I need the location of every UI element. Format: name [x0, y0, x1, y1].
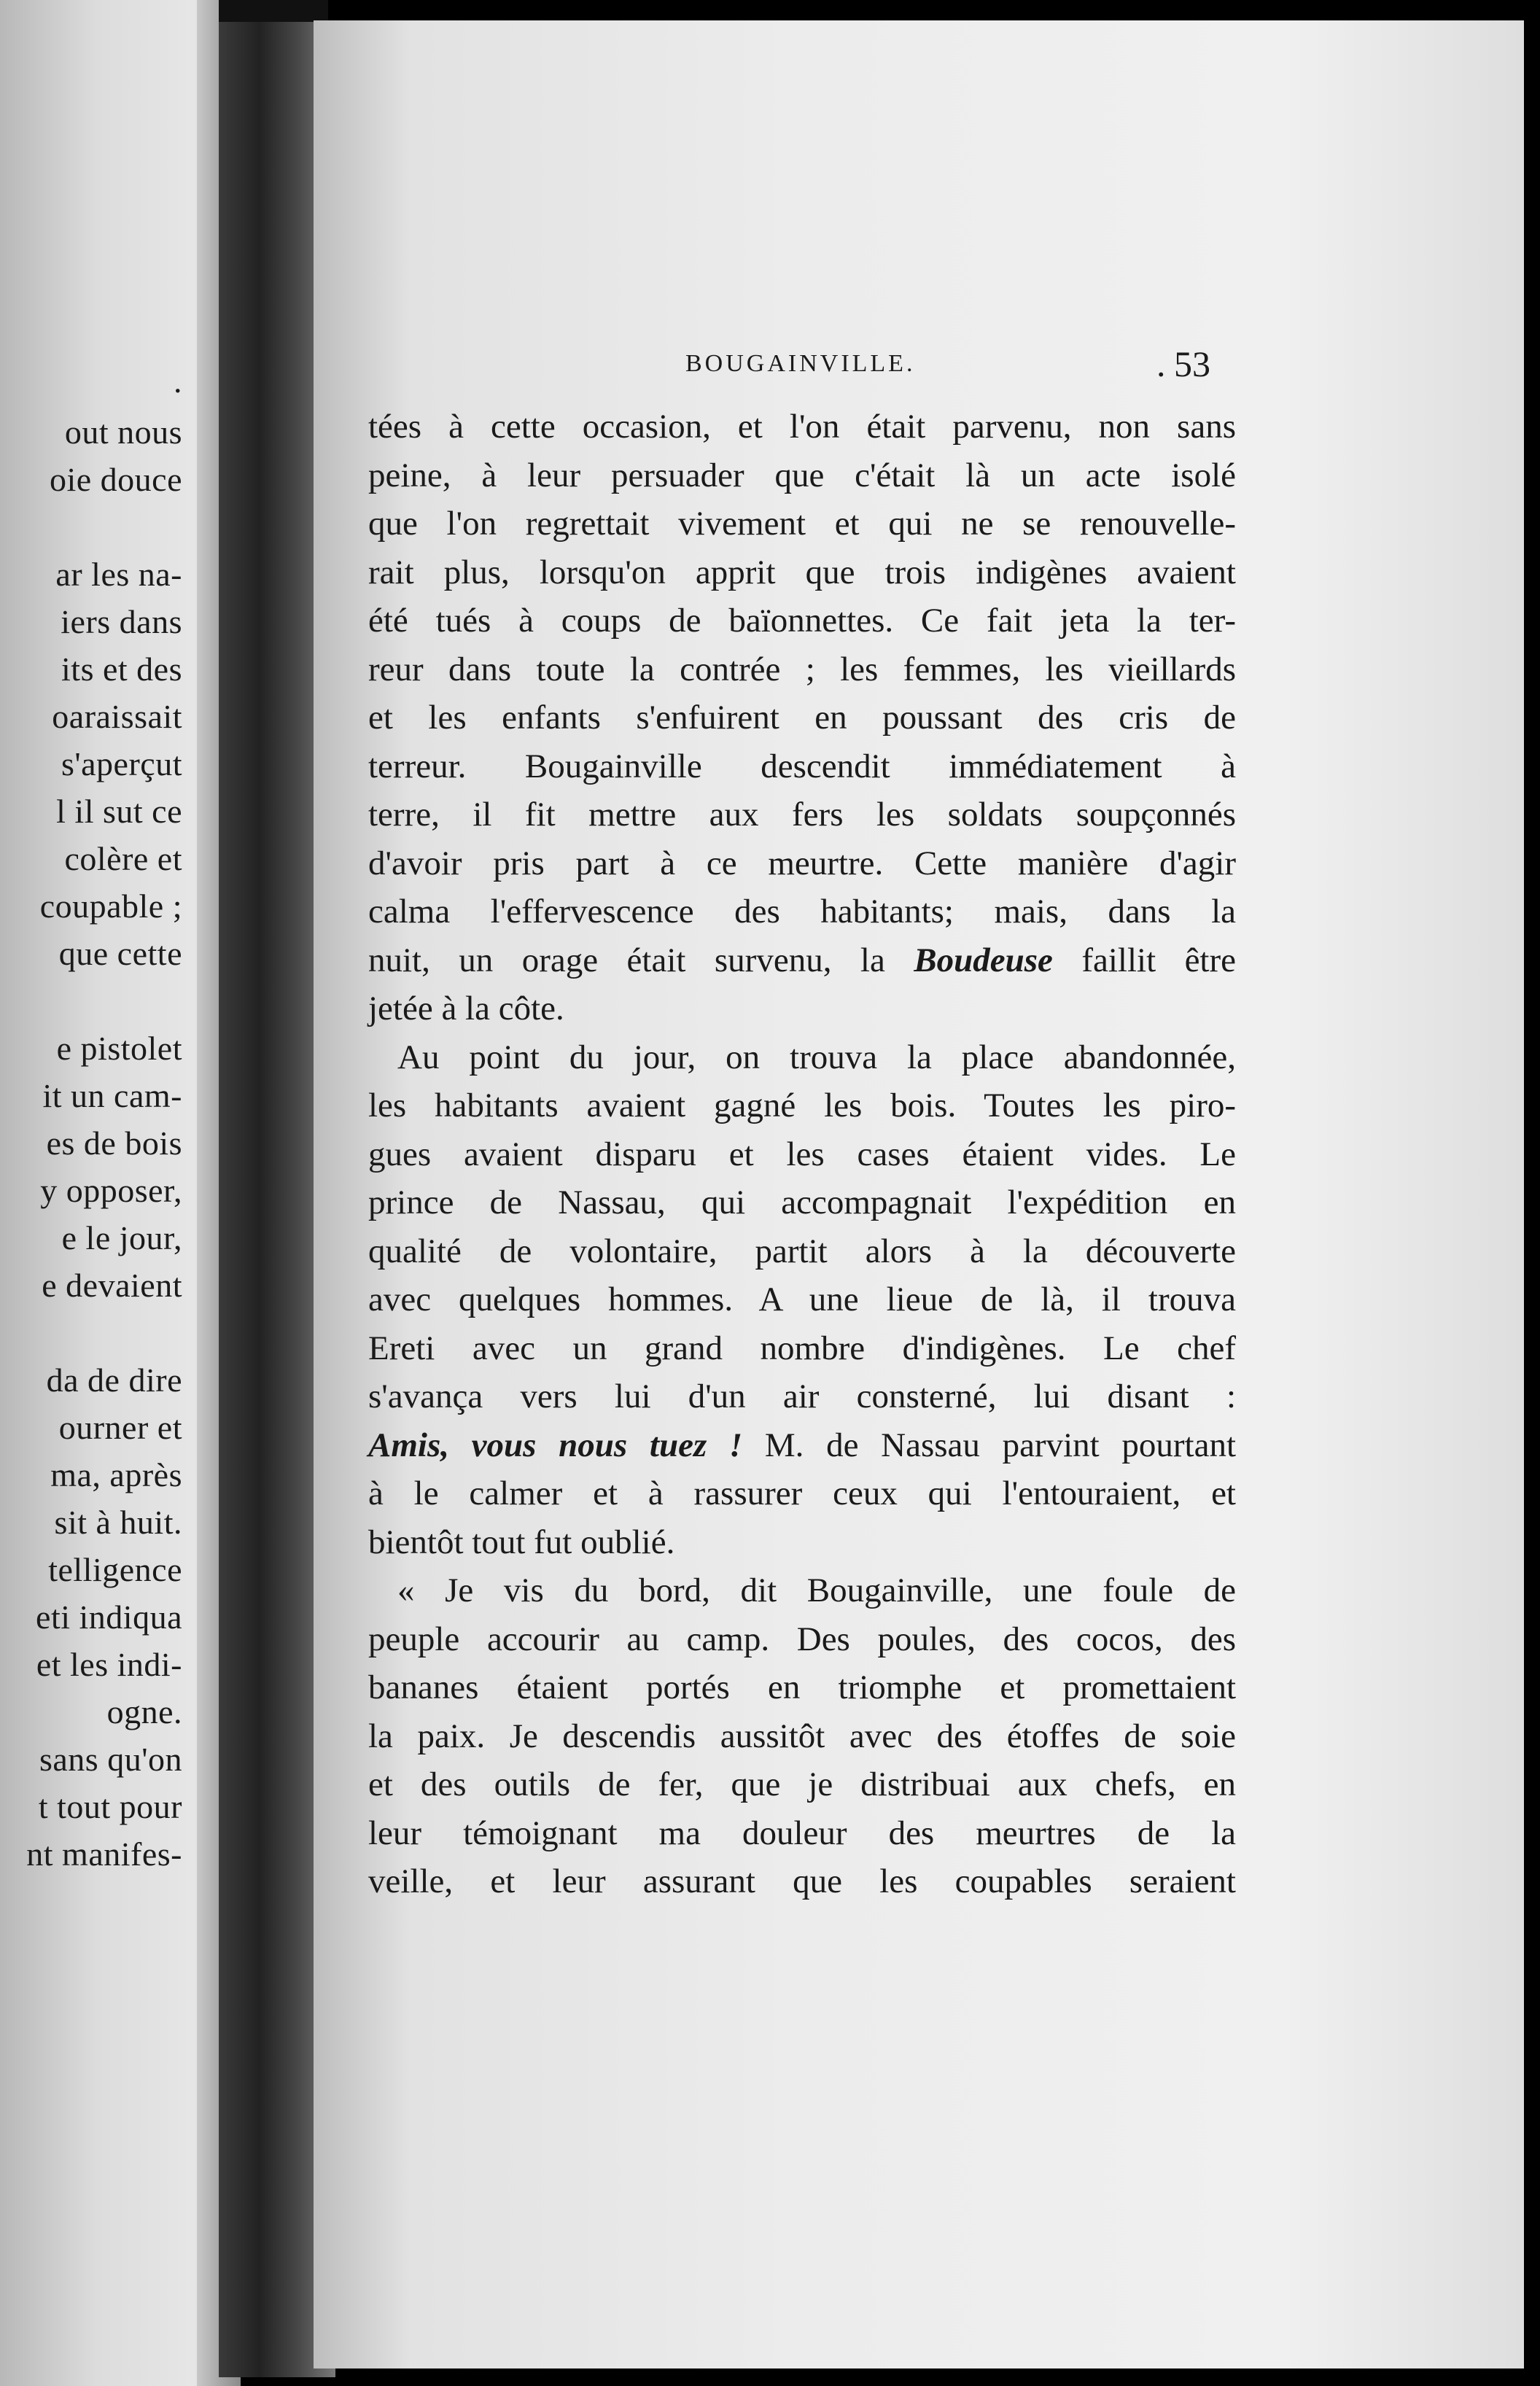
body-text-line [368, 651, 1236, 688]
text-span: Ereti avec un grand nombre d'indigènes. Le chef [368, 1329, 1236, 1367]
left-page-line: e le jour, [61, 1219, 182, 1256]
left-page-line: ar les na- [55, 556, 182, 593]
left-page-line: its et des [61, 650, 182, 688]
left-page-line: ma, après [50, 1456, 182, 1493]
left-page-line: sit à huit. [54, 1504, 182, 1541]
left-page-line: e devaient [42, 1267, 182, 1304]
running-head: BOUGAINVILLE. [685, 350, 916, 377]
body-text-line [368, 554, 1236, 591]
text-span: jetée à la côte. [368, 990, 564, 1027]
body-text-line [368, 1718, 1236, 1754]
body-text-line [368, 1669, 1236, 1706]
left-page-line: ourner et [58, 1409, 182, 1446]
body-text-line [368, 1524, 1236, 1561]
text-span: bananes étaient portés en triomphe et promettaient [368, 1668, 1236, 1706]
left-page-line: it un cam- [42, 1077, 182, 1114]
left-page-line: s'aperçut [61, 745, 182, 782]
text-span: gues avaient disparu et les cases étaient vides. Le [368, 1135, 1236, 1173]
left-page [0, 0, 241, 2386]
text-span: Au point du jour, on trouva la place abandonnée, [397, 1038, 1236, 1076]
text-span: et les enfants s'enfuirent en poussant des cris de [368, 699, 1236, 737]
text-span: et des outils de fer, que je distribuai aux chefs, en [368, 1765, 1236, 1803]
body-text-line [397, 1039, 1236, 1076]
left-page-line: telligence [48, 1551, 182, 1588]
text-span: nuit, un orage était survenu, la [368, 941, 914, 979]
body-text-line [368, 1863, 1236, 1900]
left-page-line: sans qu'on [39, 1741, 182, 1778]
text-span: M. de Nassau parvint pourtant [742, 1426, 1236, 1464]
body-text-line [397, 1572, 1236, 1609]
text-span: avec quelques hommes. A une lieue de là, il trouva [368, 1281, 1236, 1318]
text-span: prince de Nassau, qui accompagnait l'expédition en [368, 1184, 1236, 1221]
text-span: bientôt tout fut oublié. [368, 1523, 675, 1561]
body-text-line [368, 699, 1236, 736]
text-span: leur témoignant ma douleur des meurtres de la [368, 1814, 1236, 1852]
left-page-line: . [174, 362, 182, 400]
text-span: d'avoir pris part à ce meurtre. Cette manière d'agir [368, 844, 1236, 882]
text-span: à le calmer et à rassurer ceux qui l'entouraient, et [368, 1474, 1236, 1512]
text-span: les habitants avaient gagné les bois. Toutes les piro- [368, 1087, 1236, 1124]
text-span: reur dans toute la contrée ; les femmes, les vieillards [368, 650, 1236, 688]
left-page-line: y opposer, [40, 1172, 182, 1209]
body-text-line [368, 1378, 1236, 1415]
text-span: rait plus, lorsqu'on apprit que trois indigènes avaient [368, 553, 1236, 591]
left-page-line: t tout pour [38, 1788, 182, 1825]
body-text-line [368, 1427, 1236, 1464]
body-text-line [368, 1766, 1236, 1803]
text-span: que l'on regrettait vivement et qui ne se renouvelle- [368, 505, 1236, 543]
text-span: qualité de volontaire, partit alors à la découverte [368, 1232, 1236, 1270]
text-span: terreur. Bougainville descendit immédiatement à [368, 747, 1236, 785]
body-text-line [368, 1621, 1236, 1658]
text-span: peuple accourir au camp. Des poules, des cocos, des [368, 1620, 1236, 1658]
body-text-line [368, 457, 1236, 494]
body-text-line [368, 796, 1236, 833]
body-text-line [368, 748, 1236, 785]
body-text-line [368, 990, 1236, 1027]
text-span: s'avança vers lui d'un air consterné, lui disant : [368, 1377, 1236, 1415]
body-text-line [368, 1281, 1236, 1318]
text-span: faillit être [1052, 941, 1237, 979]
body-text-line [368, 505, 1236, 542]
body-text-line [368, 1136, 1236, 1173]
text-span: terre, il fit mettre aux fers les soldats soupçonnés [368, 796, 1236, 833]
body-text-line [368, 1087, 1236, 1124]
body-text-line [368, 1815, 1236, 1851]
left-page-line: oie douce [49, 461, 182, 498]
text-span: « Je vis du bord, dit Bougainville, une foule de [397, 1571, 1236, 1609]
left-page-line: eti indiqua [36, 1598, 182, 1636]
left-page-line: iers dans [61, 603, 182, 640]
text-span: veille, et leur assurant que les coupables seraient [368, 1862, 1236, 1900]
text-span: calma l'effervescence des habitants; mais, dans la [368, 893, 1236, 930]
body-text-line [368, 845, 1236, 882]
text-span: peine, à leur persuader que c'était là un acte isolé [368, 456, 1236, 494]
body-text-line [368, 1184, 1236, 1221]
left-page-line: et les indi- [36, 1646, 182, 1683]
text-span: été tués à coups de baïonnettes. Ce fait jeta la ter- [368, 602, 1236, 640]
left-page-line: colère et [64, 840, 182, 877]
italic-text: Boudeuse [914, 941, 1053, 979]
body-text-line [368, 1330, 1236, 1367]
body-text-line [368, 942, 1236, 979]
left-page-line: es de bois [46, 1124, 182, 1162]
left-page-line: que cette [58, 935, 182, 972]
page-number: 53 [1174, 343, 1210, 384]
body-text-line [368, 893, 1236, 930]
left-page-line: ogne. [106, 1693, 182, 1730]
left-page-line: l il sut ce [56, 793, 182, 830]
left-page-line: coupable ; [39, 887, 182, 925]
italic-text: Amis, vous nous tuez ! [368, 1426, 743, 1464]
left-page-line: da de dire [46, 1361, 182, 1399]
left-page-line: nt manifes- [26, 1835, 182, 1873]
body-text-line [368, 602, 1236, 639]
left-page-line: out nous [64, 413, 182, 451]
page-dot: . [1156, 343, 1166, 384]
left-page-line: e pistolet [56, 1030, 182, 1067]
body-text-line [368, 1233, 1236, 1270]
text-span: tées à cette occasion, et l'on était parvenu, non sans [368, 408, 1236, 446]
left-page-line: oaraissait [52, 698, 182, 735]
body-text-line [368, 1475, 1236, 1512]
body-text-line [368, 408, 1236, 445]
text-span: la paix. Je descendis aussitôt avec des étoffes de soie [368, 1717, 1236, 1755]
